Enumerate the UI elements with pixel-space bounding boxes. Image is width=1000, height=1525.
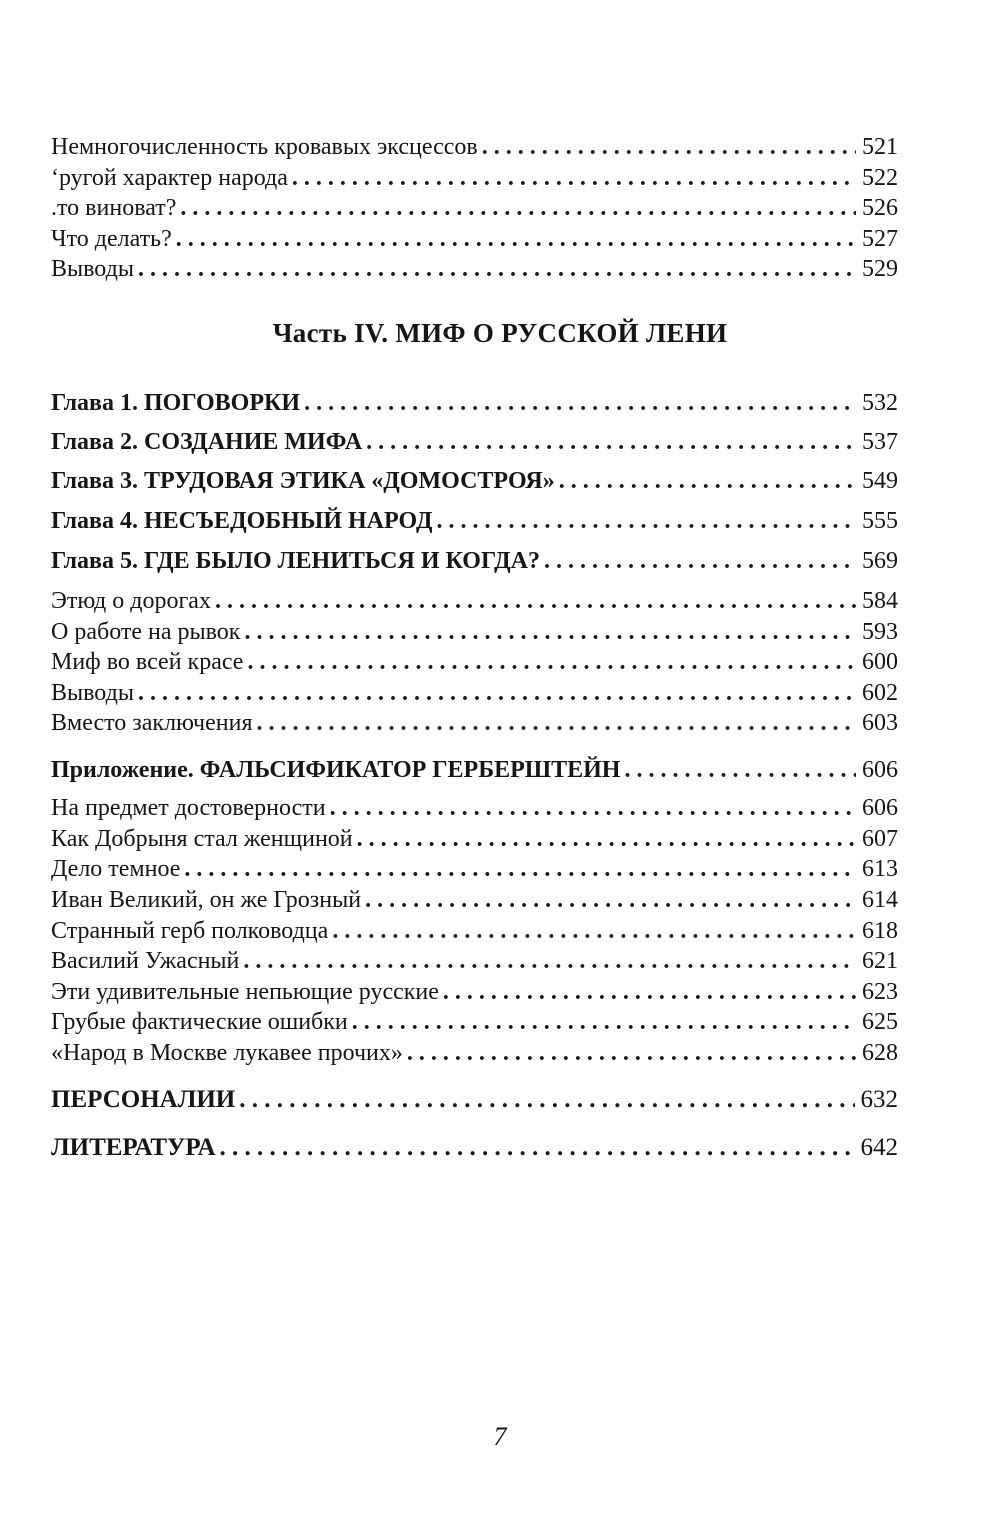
part-heading: Часть IV. МИФ О РУССКОЙ ЛЕНИ — [272, 318, 728, 348]
toc-entry[interactable] — [51, 826, 898, 853]
toc-entry[interactable] — [51, 619, 898, 646]
chapter-title: ГДЕ БЫЛО ЛЕНИТЬСЯ И КОГДА? — [144, 548, 540, 574]
dot-leader — [292, 165, 856, 192]
toc-entry-page: 584 — [862, 588, 898, 614]
toc-entry-page: 549 — [862, 468, 898, 494]
toc-chapter[interactable] — [51, 429, 898, 456]
toc-entry-page: 569 — [862, 548, 898, 574]
toc-entry-title: Иван Великий, он же Грозный — [51, 887, 362, 913]
toc-entry-title: Миф во всей красе — [51, 649, 244, 675]
toc-chapter-title-group — [51, 390, 300, 417]
toc-entry-title: Что делать? — [51, 226, 172, 252]
toc-chapter[interactable] — [51, 468, 898, 495]
toc-entry[interactable] — [51, 256, 898, 283]
toc-entry-page: 529 — [862, 256, 898, 282]
toc-entry-page: 526 — [862, 195, 898, 221]
appendix-title: ФАЛЬСИФИКАТОР ГЕРБЕРШТЕЙН — [199, 757, 621, 783]
toc-entry-title: Выводы — [51, 680, 134, 706]
dot-leader — [365, 887, 856, 914]
toc-entry[interactable] — [51, 795, 898, 822]
toc-entry-page: 614 — [862, 887, 898, 913]
toc-entry-title: Эти удивительные непьющие русские — [51, 979, 439, 1005]
toc-chapter-title-group — [51, 468, 555, 495]
dot-leader — [244, 619, 856, 646]
toc-entry-page: 555 — [862, 508, 898, 534]
toc-entry-title: Грубые фактические ошибки — [51, 1009, 348, 1035]
toc-chapter-title-group — [51, 429, 362, 456]
dot-leader — [184, 856, 856, 883]
dot-leader — [482, 134, 856, 161]
toc-entry[interactable] — [51, 918, 898, 945]
toc-entry[interactable] — [51, 948, 898, 975]
toc-entry-page: 642 — [860, 1134, 898, 1161]
dot-leader — [544, 548, 856, 575]
toc-entry-page: 521 — [862, 134, 898, 160]
toc-entry-title: ПЕРСОНАЛИИ — [51, 1086, 236, 1113]
dot-leader — [243, 948, 856, 975]
dot-leader — [176, 226, 856, 253]
chapter-number: Глава 5. — [51, 548, 138, 574]
toc-entry[interactable] — [51, 856, 898, 883]
toc-entry-title: ЛИТЕРАТУРА — [51, 1134, 216, 1161]
toc-entry-title: Вместо заключения — [51, 710, 253, 736]
toc-chapter-title-group — [51, 508, 433, 535]
dot-leader — [138, 256, 856, 283]
chapter-number: Глава 3. — [51, 468, 138, 494]
toc-entry[interactable] — [51, 588, 898, 615]
dot-leader — [624, 757, 856, 784]
dot-leader — [247, 649, 856, 676]
dot-leader — [180, 195, 856, 222]
toc-entry-title: Выводы — [51, 256, 134, 282]
toc-back-matter[interactable] — [51, 1086, 898, 1114]
dot-leader — [330, 795, 856, 822]
dot-leader — [138, 680, 856, 707]
toc-entry[interactable] — [51, 165, 898, 192]
toc-entry[interactable] — [51, 649, 898, 676]
chapter-title: ТРУДОВАЯ ЭТИКА «ДОМОСТРОЯ» — [144, 468, 555, 494]
toc-entry[interactable] — [51, 134, 898, 161]
chapter-number: Глава 1. — [51, 390, 138, 416]
toc-entry-title: «Народ в Москве лукавее прочих» — [51, 1040, 403, 1066]
toc-entry-page: 613 — [862, 856, 898, 882]
toc-appendix[interactable] — [51, 757, 898, 784]
toc-entry-title: Немногочисленность кровавых эксцессов — [51, 134, 478, 160]
toc-entry-page: 621 — [862, 948, 898, 974]
toc-entry-title: На предмет достоверности — [51, 795, 326, 821]
toc-entry-page: 537 — [862, 429, 898, 455]
dot-leader — [352, 1009, 856, 1036]
toc-chapter-title-group — [51, 548, 540, 575]
toc-entry-page: 623 — [862, 979, 898, 1005]
toc-entry[interactable] — [51, 1009, 898, 1036]
dot-leader — [437, 508, 856, 535]
dot-leader — [304, 390, 856, 417]
toc-entry-title: Этюд о дорогах — [51, 588, 211, 614]
toc-entry-page: 606 — [862, 795, 898, 821]
toc-appendix-title-group — [51, 757, 620, 784]
toc-entry-page: 600 — [862, 649, 898, 675]
toc-entry-title: Как Добрыня стал женщиной — [51, 826, 353, 852]
toc-entry[interactable] — [51, 226, 898, 253]
dot-leader — [357, 826, 856, 853]
toc-chapter[interactable] — [51, 508, 898, 535]
toc-entry[interactable] — [51, 1040, 898, 1067]
dot-leader — [559, 468, 856, 495]
chapter-number: Глава 2. — [51, 429, 138, 455]
toc-entry[interactable] — [51, 979, 898, 1006]
toc-entry-page: 606 — [862, 757, 898, 783]
page-number: 7 — [493, 1422, 507, 1451]
chapter-title: СОЗДАНИЕ МИФА — [144, 429, 363, 455]
toc-entry[interactable] — [51, 195, 898, 222]
toc-chapter[interactable] — [51, 390, 898, 417]
toc-entry-page: 625 — [862, 1009, 898, 1035]
dot-leader — [220, 1134, 855, 1162]
toc-entry-page: 602 — [862, 680, 898, 706]
toc-entry-title: Странный герб полководца — [51, 918, 329, 944]
dot-leader — [366, 429, 856, 456]
toc-entry-title: .то виноват? — [51, 195, 177, 221]
toc-entry-title: Дело темное — [51, 856, 181, 882]
toc-back-matter[interactable] — [51, 1134, 898, 1162]
chapter-title: НЕСЪЕДОБНЫЙ НАРОД — [144, 508, 433, 534]
toc-entry-page: 593 — [862, 619, 898, 645]
toc-entry-page: 618 — [862, 918, 898, 944]
dot-leader — [443, 979, 856, 1006]
toc-entry-title: Василий Ужасный — [51, 948, 240, 974]
toc-entry-page: 527 — [862, 226, 898, 252]
toc-entry-page: 632 — [860, 1086, 898, 1113]
chapter-number: Глава 4. — [51, 508, 138, 534]
toc-chapter[interactable] — [51, 548, 898, 575]
toc-entry-page: 607 — [862, 826, 898, 852]
toc-entry[interactable] — [51, 887, 898, 914]
appendix-label: Приложение. — [51, 757, 194, 783]
toc-entry[interactable] — [51, 680, 898, 707]
dot-leader — [257, 710, 856, 737]
toc-entry-page: 628 — [862, 1040, 898, 1066]
toc-entry-title: О работе на рывок — [51, 619, 241, 645]
dot-leader — [239, 1086, 854, 1114]
dot-leader — [332, 918, 856, 945]
dot-leader — [407, 1040, 856, 1067]
dot-leader — [215, 588, 856, 615]
toc-entry-page: 532 — [862, 390, 898, 416]
chapter-title: ПОГОВОРКИ — [144, 390, 301, 416]
toc-entry-page: 603 — [862, 710, 898, 736]
toc-entry-title: ʻругой характер народа — [51, 165, 288, 191]
toc-entry-page: 522 — [862, 165, 898, 191]
toc-entry[interactable] — [51, 710, 898, 737]
